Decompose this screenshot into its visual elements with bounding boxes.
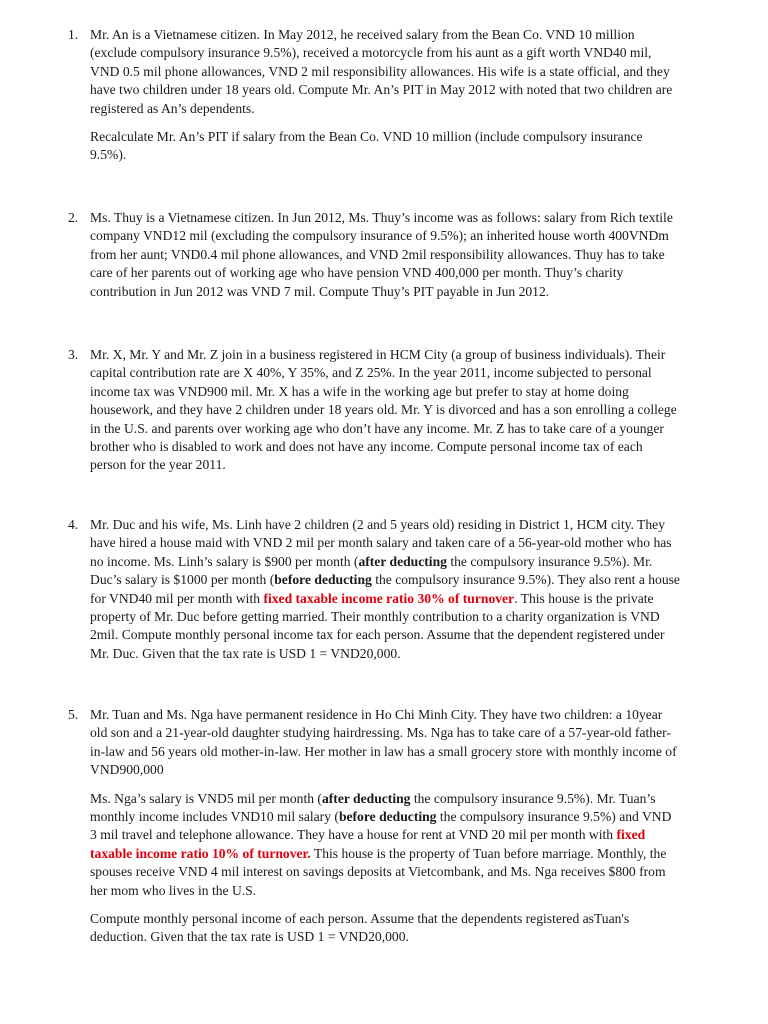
text-run: Ms. Nga’s salary is VND5 mil per month (	[90, 790, 322, 806]
paragraph	[90, 346, 680, 475]
emphasis-text: after deducting	[321, 790, 411, 806]
item-number: 5.	[68, 707, 79, 722]
text-run: . This house is the private property of Mr. Duc before getting married. Their monthly contribution to a charity organization is VND 2mil. Compute monthly personal income tax for each person. Assume that the dependent registered under Mr. Duc. Given that the tax rate is USD 1 = VND20,000.	[90, 590, 665, 661]
item-number: 2.	[68, 210, 79, 225]
paragraph	[90, 209, 680, 301]
text-run: the compulsory insurance 9.5%). Mr. Duc’s salary is $1000 per month (	[90, 553, 653, 588]
paragraph	[90, 516, 680, 663]
item-number: 4.	[68, 517, 79, 532]
text-run: the compulsory insurance 9.5%) and VND 3 mil travel and telephone allowance. They have a house for rent at VND 20 mil per month with	[90, 809, 672, 843]
highlighted-text: fixed taxable income ratio 10% of turnover.	[90, 827, 646, 861]
text-run: This house is the property of Tuan before marriage. Monthly, the spouses receive VND 4 mil interest on savings deposits at Vietcombank, and Ms. Nga receives $800 from her mom who lives in the U.S.	[90, 845, 667, 898]
paragraph	[90, 910, 680, 947]
item-number: 1.	[68, 27, 79, 42]
paragraph	[90, 128, 680, 165]
text-run: Mr. An is a Vietnamese citizen. In May 2012, he received salary from the Bean Co. VND 10 million (exclude compulsory insurance 9.5%), received a motorcycle from his aunt as a gift worth VND40 mil, VND 0.5 mil phone allowances, VND 2 mil responsibility allowances. His wife is a state official, and they have two children under 18 years old. Compute Mr. An’s PIT in May 2012 with noted that two children are registered as An’s dependents.	[90, 27, 673, 116]
exercise-3	[68, 346, 680, 475]
emphasis-text: before deducting	[338, 809, 437, 825]
text-run: Mr. Duc and his wife, Ms. Linh have 2 children (2 and 5 years old) residing in District 1, HCM city. They have hired a house maid with VND 2 mil per month salary and taken care of a 56-year-old mother who has no income. Ms. Linh’s salary is $900 per month (	[90, 517, 672, 569]
paragraph	[90, 26, 680, 118]
paragraph	[90, 706, 680, 780]
item-number: 3.	[68, 347, 79, 362]
emphasis-text: after deducting	[358, 553, 447, 569]
text-run: Mr. X, Mr. Y and Mr. Z join in a business registered in HCM City (a group of business individuals). Their capital contribution rate are X 40%, Y 35%, and Z 25%. In the year 2011, income subjected to personal income tax was VND900 mil. Mr. X has a wife in the working age but prefer to stay at home doing housework, and they have 2 children under 18 years old. Mr. Y is divorced and has a son enrolling a college in the U.S. and parents over working age who don’t have any income. Mr. Z has to take care of a younger brother who is disabled to work and does not have any income. Compute personal income tax of each person for the year 2011.	[90, 347, 677, 473]
text-run: Mr. Tuan and Ms. Nga have permanent residence in Ho Chi Minh City. They have two children: a 10year old son and a 21-year-old daughter studying hairdressing. Ms. Nga has to take care of a 57-year-old father-in-law and 56 years old mother-in-law. Her mother in law has a small grocery store with monthly income of VND900,000	[90, 707, 677, 778]
exercise-4	[68, 516, 680, 663]
exercise-5	[68, 706, 680, 947]
text-run: Recalculate Mr. An’s PIT if salary from the Bean Co. VND 10 million (include compulsory insurance 9.5%).	[90, 129, 643, 163]
paragraph	[90, 790, 680, 900]
text-run: the compulsory insurance 9.5%). They also rent a house for VND40 mil per month with	[90, 572, 680, 606]
exercise-1	[68, 26, 680, 165]
text-run: the compulsory insurance 9.5%). Mr. Tuan’s monthly income includes VND10 mil salary (	[90, 790, 656, 825]
emphasis-text: before deducting	[274, 572, 372, 588]
text-run: Ms. Thuy is a Vietnamese citizen. In Jun 2012, Ms. Thuy’s income was as follows: salary from Rich textile company VND12 mil (excluding the compulsory insurance of 9.5%); an inherited house worth 400VNDm from her aunt; VND0.4 mil phone allowances, and VND 2mil responsibility allowances. Thuy has to take care of her parents out of working age who have pension VND 400,000 per month. Thuy’s charity contribution in Jun 2012 was VND 7 mil. Compute Thuy’s PIT payable in Jun 2012.	[90, 210, 673, 299]
highlighted-text: fixed taxable income ratio 30% of turnover	[263, 590, 515, 606]
exercise-2	[68, 209, 680, 301]
text-run: Compute monthly personal income of each person. Assume that the dependents registered asTuan's deduction. Given that the tax rate is USD 1 = VND20,000.	[90, 911, 630, 945]
